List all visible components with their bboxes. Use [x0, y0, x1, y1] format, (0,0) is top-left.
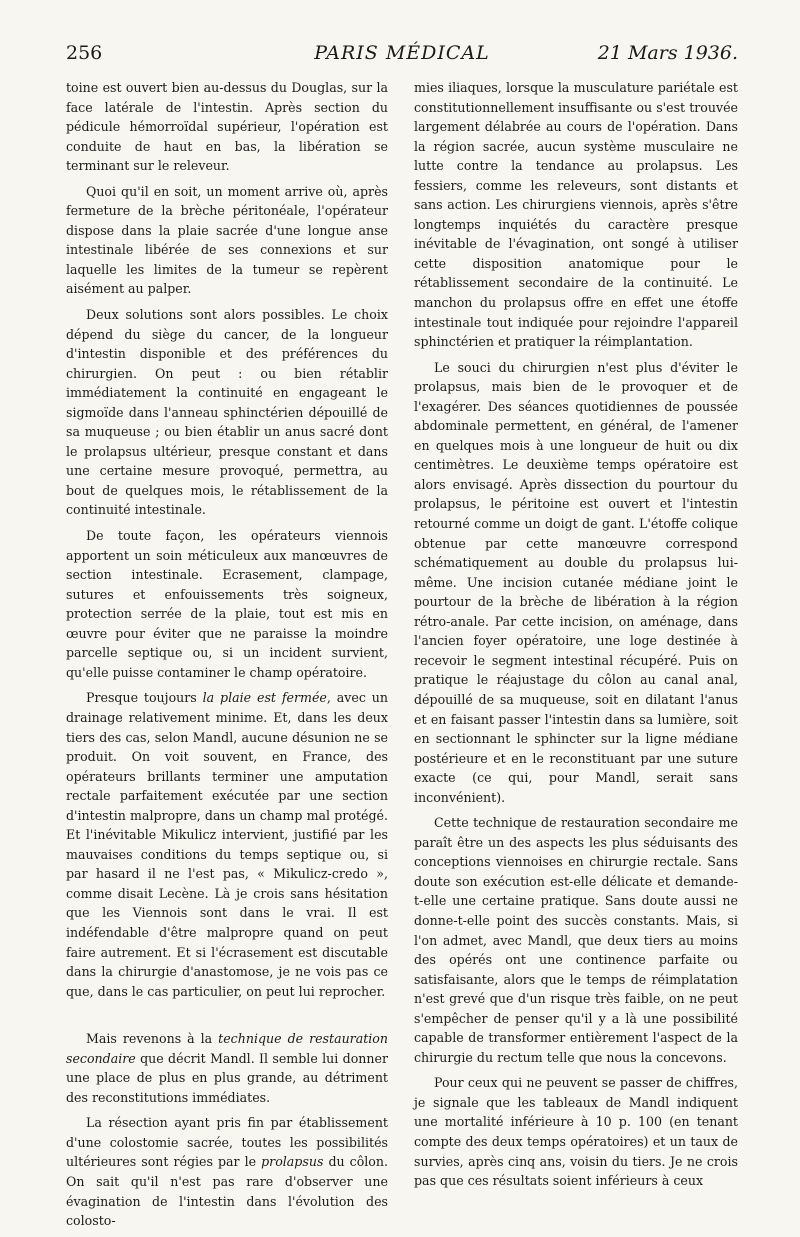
- page-header: [66, 42, 738, 68]
- paragraph: Deux solutions sont alors possibles. Le choix dépend du siège du cancer, de la longueur d'intestin disponible et des préférences du chirurgien. On peut : ou bien rétablir immédiatement la continuité en engageant le sigmoïde dans l'anneau sphinctérien dépouillé de sa muqueuse ; ou bien établir un anus sacré dont le prolapsus ultérieur, presque constant et dans une certaine mesure provoqué, permettra, au bout de quelques mois, le rétablissement de la continuité intestinale.: [66, 307, 388, 518]
- text-run: du côlon. On sait qu'il n'est pas rare d'observer une évagination de l'intestin dans l'évolution des colosto-: [66, 1154, 389, 1229]
- text-run: Presque toujours: [86, 690, 203, 706]
- paragraph: [66, 1029, 388, 1107]
- text-run: Mais revenons à la: [86, 1031, 219, 1047]
- emphasis-text: prolapsus: [261, 1154, 324, 1170]
- issue-date: 21 Mars 1936.: [597, 42, 738, 64]
- emphasis-text: la plaie est fermée: [202, 690, 327, 706]
- text-run: , avec un drainage relativement minime. Et, dans les deux tiers des cas, selon Mandl, aucune désunion ne se produit. On voit souvent, en France, des opérateurs brillants terminer une amputation rectale parfaitement exécutée par une section d'intestin malpropre, dans un champ mal protégé. Et l'inévitable Mikulicz intervient, justifié par les mauvaises conditions du temps septique ou, si par hasard il ne l'est pas, « Mikulicz-credo », comme disait Lecène. Là je crois sans hésitation que les Viennois sont dans le vrai. Il est indéfendable d'être malpropre quand on peut faire autrement. Et si l'écrasement est discutable dans la chirurgie d'anastomose, je ne vois pas ce que, dans le cas particulier, on peut lui reprocher.: [66, 690, 388, 999]
- text-run: que décrit Mandl. Il semble lui donner une place de plus en plus grande, au détriment des reconstitutions immédiates.: [66, 1050, 388, 1105]
- left-column: [66, 78, 388, 1237]
- paragraph: [66, 688, 388, 1001]
- paragraph: Cette technique de restauration secondaire me paraît être un des aspects les plus séduisants des conceptions viennoises en chirurgie rectale. Sans doute son exécution est-elle délicate et demande-t-elle une certaine pratique. Sans doute aussi ne donne-t-elle point des succès constants. Mais, si l'on admet, avec Mandl, que deux tiers au moins des opérés ont une continence parfaite ou satisfaisante, alors que le temps de réimplatation n'est grevé que d'un risque très faible, on ne peut s'empêcher de penser qu'il y a là une possibilité capable de transformer entièrement l'aspect de la chirurgie du rectum telle que nous la concevons.: [414, 815, 738, 1065]
- paragraph: [66, 1113, 388, 1230]
- page-number: 256: [66, 42, 103, 64]
- paragraph: mies iliaques, lorsque la musculature pariétale est constitutionnellement insuffisante ou s'est trouvée largement délabrée au cours de l'opération. Dans la région sacrée, aucun système musculaire ne lutte contre la tendance au prolapsus. Les fessiers, comme les releveurs, sont distants et sans action. Les chirurgiens viennois, après s'être longtemps inquiétés du caractère presque inévitable de l'évagination, ont songé à utiliser cette disposition anatomique pour le rétablissement secondaire de la continuité. Le manchon du prolapsus offre en effet une étoffe intestinale tout indiquée pour rejoindre l'appareil sphinctérien et pratiquer la réimplantation.: [414, 80, 738, 350]
- paragraph: toine est ouvert bien au-dessus du Douglas, sur la face latérale de l'intestin. Après section du pédicule hémorroïdal supérieur, l'opération est conduite de haut en bas, la libération se terminant sur le releveur.: [66, 80, 388, 174]
- right-column: [414, 78, 738, 1197]
- emphasis-text: technique de restauration secondaire: [66, 1031, 388, 1066]
- paragraph: Quoi qu'il en soit, un moment arrive où, après fermeture de la brèche péritonéale, l'opérateur dispose dans la plaie sacrée d'une longue anse intestinale libérée de ses connexions et sur laquelle les limites de la tumeur se repèrent aisément au palper.: [66, 183, 388, 297]
- paragraph: Pour ceux qui ne peuvent se passer de chiffres, je signale que les tableaux de Mandl indiquent une mortalité inférieure à 10 p. 100 (en tenant compte des deux temps opératoires) et un taux de survies, après cinq ans, voisin du tiers. Je ne crois pas que ces résultats soient inférieurs à ceux: [414, 1075, 738, 1189]
- paragraph: De toute façon, les opérateurs viennois apportent un soin méticuleux aux manœuvres de section intestinale. Ecrasement, clampage, sutures et enfouissements très soigneux, protection serrée de la plaie, tout est mis en œuvre pour éviter que ne paraisse la moindre parcelle septique ou, si un incident survient, qu'elle puisse contaminer le champ opératoire.: [66, 528, 388, 680]
- journal-title: PARIS MÉDICAL: [314, 42, 490, 64]
- paragraph: Le souci du chirurgien n'est plus d'éviter le prolapsus, mais bien de le provoquer et de l'exagérer. Des séances quotidiennes de poussée abdominale permettent, en général, de l'amener en quelques mois à une longueur de huit ou dix centimètres. Le deuxième temps opératoire est alors envisagé. Après dissection du pourtour du prolapsus, le péritoine est ouvert et l'intestin retourné comme un doigt de gant. L'étoffe colique obtenue par cette manœuvre correspond schématiquement au double du prolapsus lui-même. Une incision cutanée médiane joint le pourtour de la brèche de libération à la région rétro-anale. Par cette incision, on aménage, dans l'ancien foyer opératoire, une loge destinée à recevoir le segment intestinal récupéré. Puis on pratique le réajustage du côlon au canal anal, dépouillé de sa muqueuse, soit en dilatant l'anus et en faisant passer l'intestin dans sa lumière, soit en sectionnant le sphincter sur la ligne médiane postérieure et en le reconstituant par une suture exacte (ce qui, pour Mandl, serait sans inconvénient).: [414, 359, 738, 805]
- text-run: La résection ayant pris fin par établissement d'une colostomie sacrée, toutes les possibilités ultérieures sont régies par le: [66, 1115, 388, 1170]
